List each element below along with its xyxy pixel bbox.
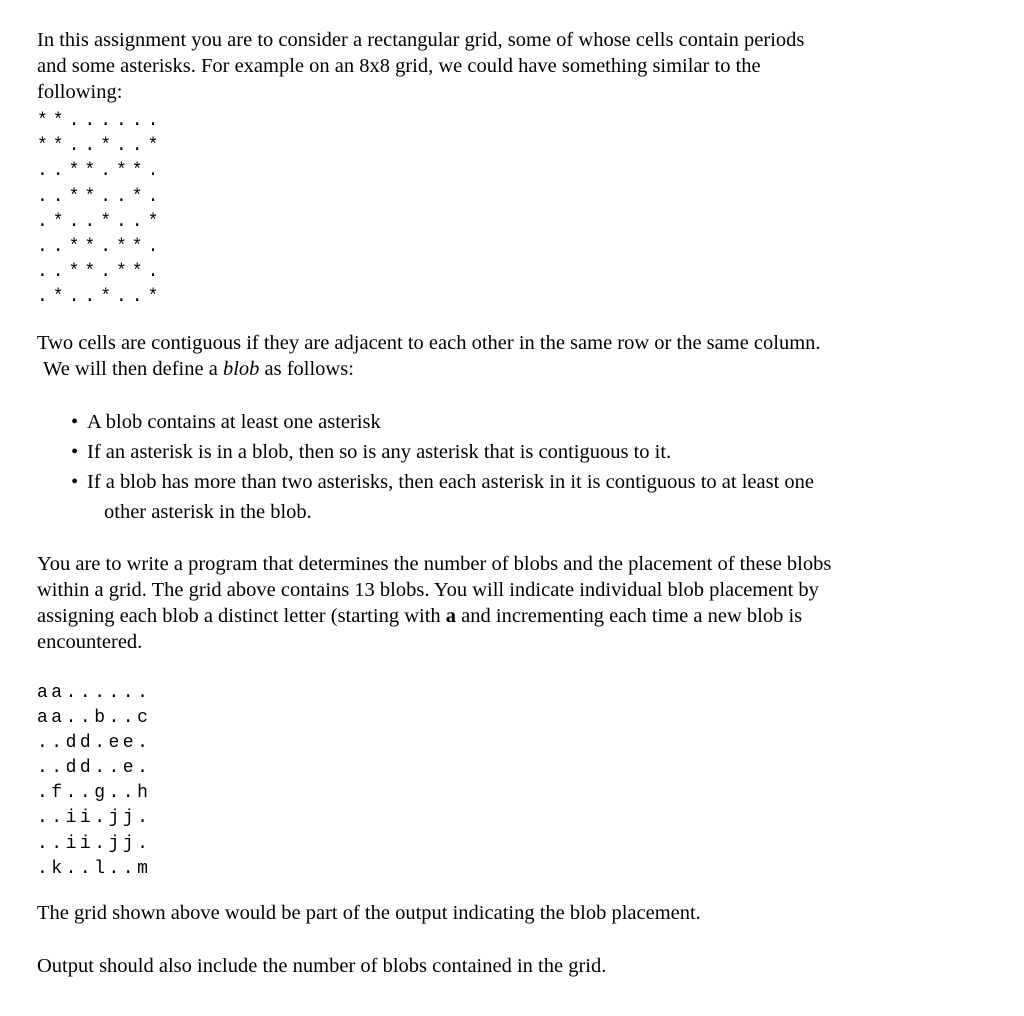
- blob-definition-line: [37, 356, 937, 382]
- assignment-document: [37, 27, 937, 979]
- grid-row: ..**.**.: [37, 262, 164, 283]
- grid-row: .*..*..*: [37, 287, 164, 308]
- intro-line: and some asterisks. For example on an 8x8 grid, we could have something similar to the: [37, 55, 761, 77]
- grid-row: aa..b..c: [37, 707, 152, 728]
- blob-term: blob: [222, 357, 260, 380]
- bullet-icon: •: [71, 410, 79, 433]
- list-item-text: If an asterisk is in a blob, then so is any asterisk that is contiguous to it.: [87, 440, 672, 463]
- program-line: [37, 605, 802, 627]
- contiguous-paragraph: [37, 330, 937, 382]
- grid-row: ..dd.ee.: [37, 732, 152, 753]
- list-item: [71, 407, 937, 437]
- asterisk-grid: [37, 109, 937, 311]
- grid-row: **......: [37, 111, 164, 131]
- program-line: encountered.: [37, 630, 143, 653]
- grid-row: .k..l..m: [37, 858, 152, 879]
- grid-row: .*..*..*: [37, 211, 164, 232]
- grid-row: aa......: [37, 682, 152, 703]
- grid-row: ..**.**.: [37, 236, 164, 257]
- list-item-text: A blob contains at least one asterisk: [87, 410, 381, 433]
- grid-row: ..ii.jj.: [37, 833, 152, 854]
- letter-a: a: [445, 604, 457, 627]
- grid-row: .f..g..h: [37, 783, 152, 804]
- program-text: assigning each blob a distinct letter (starting with: [37, 604, 446, 627]
- program-line: You are to write a program that determines the number of blobs and the placement of these blobs: [37, 552, 832, 575]
- output-paragraph: The grid shown above would be part of the output indicating the blob placement.: [37, 902, 701, 924]
- bullet-icon: •: [71, 470, 79, 493]
- intro-line: In this assignment you are to consider a rectangular grid, some of whose cells contain periods: [37, 29, 805, 51]
- grid-row: ..ii.jj.: [37, 808, 152, 829]
- list-item-text: other asterisk in the blob.: [104, 500, 312, 523]
- program-line: within a grid. The grid above contains 13 blobs. You will indicate individual blob placement by: [37, 578, 819, 601]
- output-paragraph: Output should also include the number of blobs contained in the grid.: [37, 955, 607, 977]
- blob-definition-text: as follows:: [259, 357, 354, 380]
- grid-row: **..*..*: [37, 136, 164, 157]
- intro-line: following:: [37, 81, 123, 103]
- program-text: and incrementing each time a new blob is: [456, 604, 803, 627]
- blob-rules-list: [37, 407, 937, 527]
- contiguous-line: Two cells are contiguous if they are adjacent to each other in the same row or the same column.: [37, 331, 821, 354]
- letter-grid: [37, 681, 937, 883]
- grid-row: ..**..*.: [37, 186, 164, 207]
- intro-paragraph: [37, 27, 917, 105]
- program-paragraph: [37, 551, 917, 655]
- list-item-text: If a blob has more than two asterisks, then each asterisk in it is contiguous to at least one: [87, 470, 815, 493]
- grid-row: ..dd..e.: [37, 758, 152, 779]
- grid-row: ..**.**.: [37, 161, 164, 182]
- list-item: [71, 437, 937, 467]
- blob-definition-text: We will then define a: [43, 357, 223, 380]
- bullet-icon: •: [71, 440, 79, 463]
- list-item: [71, 467, 937, 527]
